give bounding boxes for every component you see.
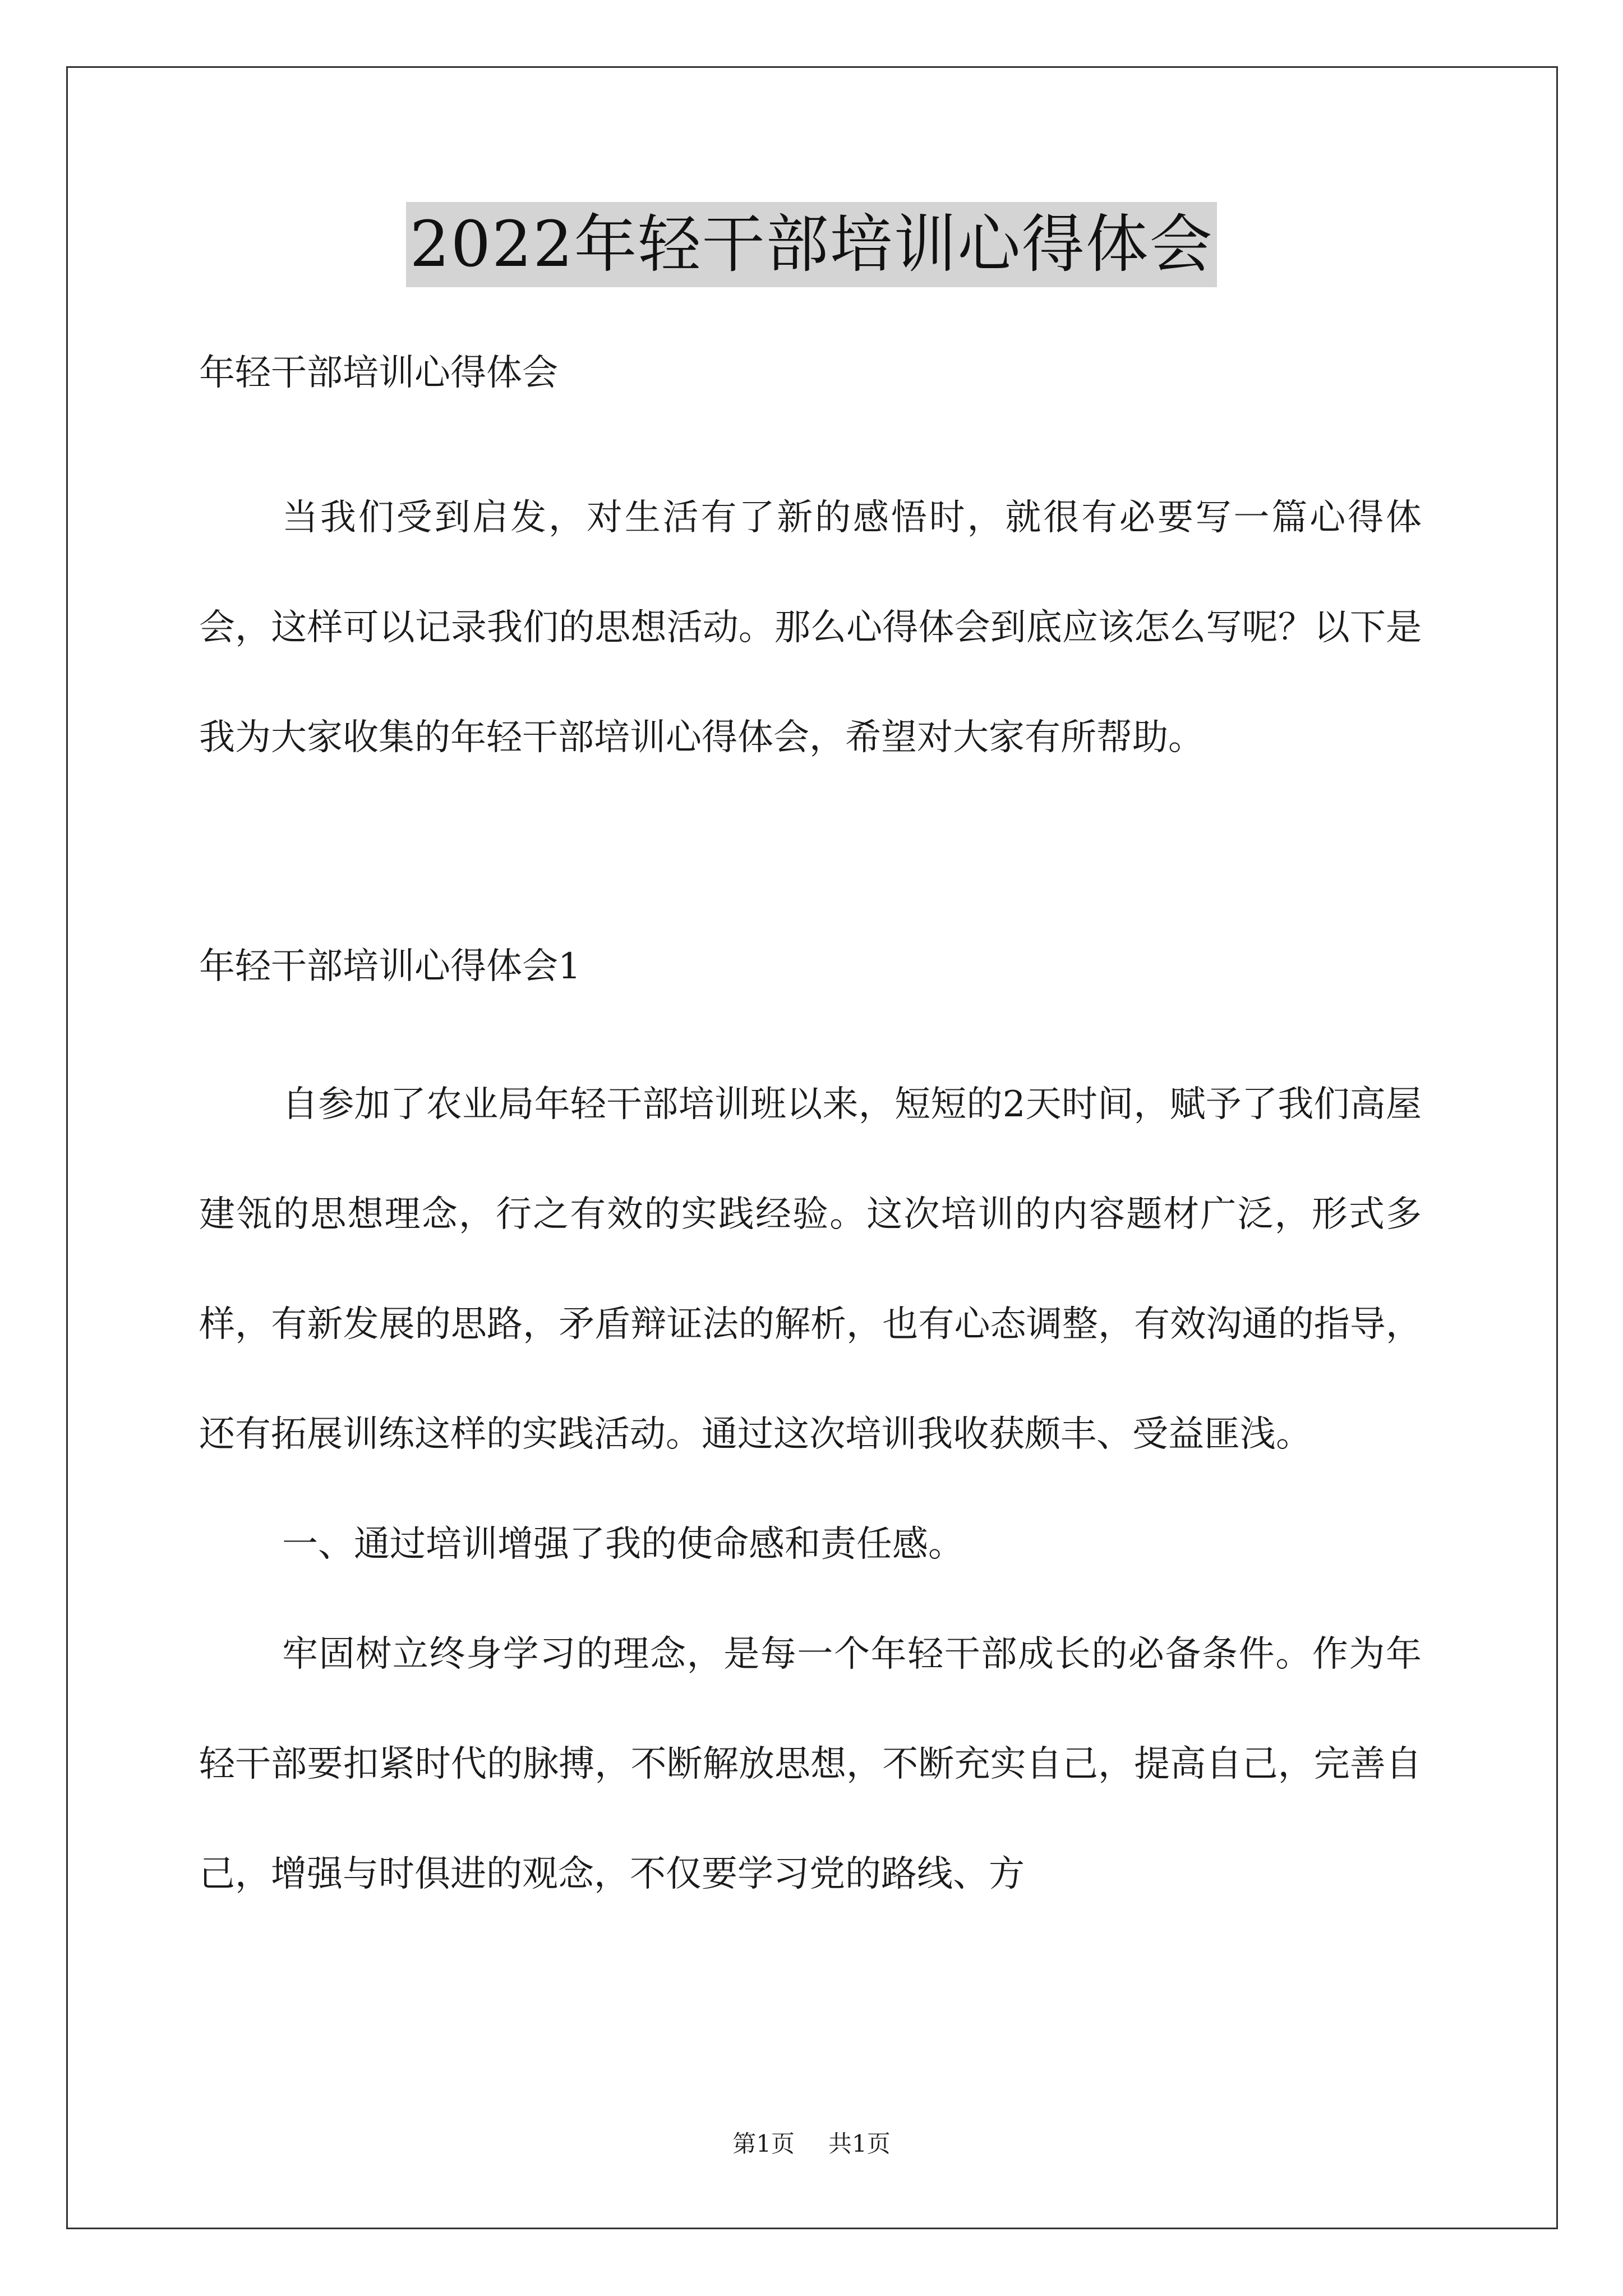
page-footer [0,2127,1623,2161]
intro-heading: 年轻干部培训心得体会 [199,352,558,394]
document-body [199,345,1422,1929]
section-1-paragraph-1: 自参加了农业局年轻干部培训班以来，短短的2天时间，赋予了我们高屋建瓴的思想理念，行之有效的实践经验。这次培训的内容题材广泛，形式多样，有新发展的思路，矛盾辩证法的解析，也有心态调整，有效沟通的指导，还有拓展训练这样的实践活动。通过这次培训我收获颇丰、受益匪浅。 [199,1084,1422,1455]
document-title: 2022年轻干部培训心得体会 [406,202,1216,287]
section-1-paragraph-2: 牢固树立终身学习的理念，是每一个年轻干部成长的必备条件。作为年轻干部要扣紧时代的脉搏，不断解放思想，不断充实自己，提高自己，完善自己，增强与时俱进的观念，不仅要学习党的路线、方 [199,1634,1422,1895]
spacer [199,995,1422,1050]
page-total: 共1页 [828,2130,891,2157]
page-number: 第1页 [732,2130,795,2157]
section-1-point-1: 一、通过培训增强了我的使命感和责任感。 [282,1524,964,1565]
section-1-heading: 年轻干部培训心得体会1 [199,946,581,987]
intro-paragraph: 当我们受到启发，对生活有了新的感悟时，就很有必要写一篇心得体会，这样可以记录我们的思想活动。那么心得体会到底应该怎么写呢？以下是我为大家收集的年轻干部培训心得体会，希望对大家有所帮助。 [199,497,1422,758]
spacer [199,401,1422,463]
title-container [0,202,1623,287]
spacer [199,793,1422,938]
